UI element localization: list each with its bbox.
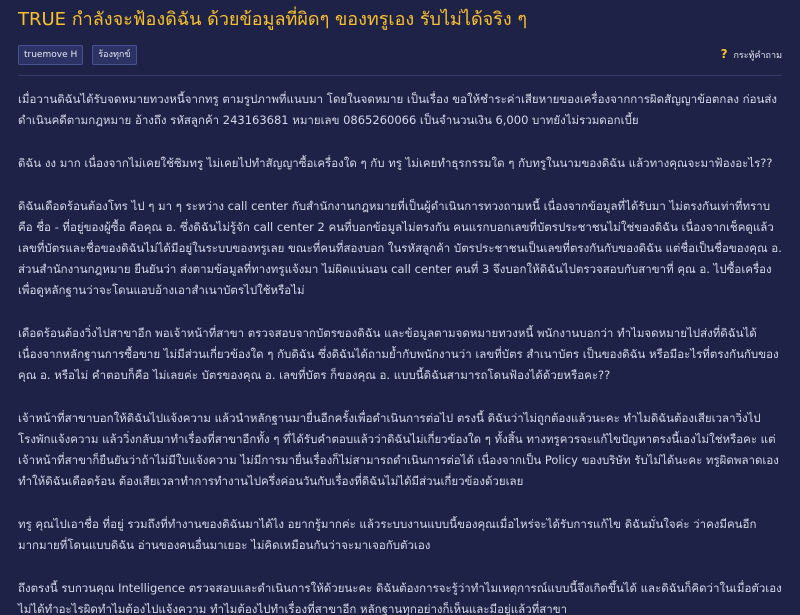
paragraph-7: ถึงตรงนี้ รบกวนคุณ Intelligence ตรวจสอบและดำเนินการให้ด้วยนะคะ ดิฉันต้องการจะรู้ว่าทำไมเหตุการณ์แบบนี้จึงเกิดขึ้นได้ และดิฉันก็คิดว่าในเมื่อตัวเองไม่ได้ทำอะไรผิดทำไมต้องไปแจ้งความ ทำไมต้องไปทำเรื่องที่สาขาอีก หลักฐานทุกอย่างก็เห็นและมีอยู่แล้วที่สาขา bbox=[18, 581, 782, 615]
question-thread-link[interactable] bbox=[721, 47, 782, 62]
paragraph-5: เจ้าหน้าที่สาขาบอกให้ดิฉันไปแจ้งความ แล้วนำหลักฐานมายื่นอีกครั้งเพื่อดำเนินการต่อไป ตรงนี้ ดิฉันว่าไม่ถูกต้องแล้วนะคะ ทำไมดิฉันต้องเสียเวลาวิ่งไป โรงพักแจ้งความ แล้ววิ่งกลับมาทำเรื่องที่สาขาอีกทั้ง ๆ ที่ได้รับคำตอบแล้วว่าดิฉันไม่เกี่ยวข้องใด ๆ ทั้งสิ้น ทางทรูควรจะแก้ไขปัญหาตรงนี้เองไม่ใช่หรือคะ แต่เจ้าหน้าที่สาขาก็ยืนยันว่าถ้าไม่มีใบแจ้งความ ไม่มีการมายื่นเรื่องก็ไม่สามารถดำเนินการต่อได้ เนื่องจากเป็น Policy ของบริษัท รับไม่ได้นะคะ ทรูผิดพลาดเองทำให้ดิฉันเดือดร้อน ต้องเสียเวลาทำการทำงานไปครึ่งค่อนวันกับเรื่องที่ดิฉันไม่ได้มีส่วนเกี่ยวข้องด้วยเลย bbox=[18, 411, 779, 488]
paragraph-4: เดือดร้อนต้องวิ่งไปสาขาอีก พอเจ้าหน้าที่สาขา ตรวจสอบจากบัตรของดิฉัน และข้อมูลตามจดหมายทวงหนี้ พนักงานบอกว่า ทำไมจดหมายไปส่งที่ดิฉันได้ เนื่องจากหลักฐานการซื้อขาย ไม่มีส่วนเกี่ยวข้องใด ๆ กับดิฉัน ซึ่งดิฉันได้ถามย้ำกับพนักงานว่า เลขที่บัตร สำเนาบัตร เป็นของดิฉัน หรือมีอะไรที่ตรงกันกับของคุณ อ. หรือไม่ คำตอบก็คือ ไม่เลยค่ะ บัตรของคุณ อ. เลขที่บัตร ก็ของคุณ อ. แบบนี้ดิฉันสามารถโดนฟ้องได้ด้วยหรือคะ?? bbox=[18, 326, 779, 382]
post-body bbox=[18, 76, 782, 615]
paragraph-1: เมื่อวานดิฉันได้รับจดหมายทวงหนี้จากทรู ตามรูปภาพที่แนบมา โดยในจดหมาย เป็นเรื่อง ขอให้ชำระค่าเสียหายของเครื่องจากการผิดสัญญาข้อตกลง ก่อนส่งดำเนินคดีตามกฎหมาย อ้างถึง รหัสลูกค้า 243163681 หมายเลข 0865260066 เป็นจำนวนเงิน 6,000 บาทยังไม่รวมดอกเบี้ย bbox=[18, 92, 778, 127]
tag-truemove-h[interactable]: truemove H bbox=[18, 45, 83, 65]
question-mark-icon: ? bbox=[720, 47, 728, 61]
paragraph-6: ทรู คุณไปเอาชื่อ ที่อยู่ รวมถึงที่ทำงานของดิฉันมาได้ไง อยากรู้มากค่ะ แล้วระบบงานแบบนี้ของคุณเมื่อไหร่จะได้รับการแก้ไข ดิฉันมั่นใจค่ะ ว่าคงมีคนอีกมากมายที่โดนแบบดิฉัน อ่านของคนอื่นมาเยอะ ไม่คิดเหมือนกันว่าจะมาเจอกับตัวเอง bbox=[18, 517, 757, 552]
question-thread-label: กระทู้คำถาม bbox=[733, 51, 782, 61]
post-title: TRUE กำลังจะฟ้องดิฉัน ด้วยข้อมูลที่ผิดๆ ของทรูเอง รับไม่ได้จริง ๆ bbox=[18, 9, 528, 30]
tag-row bbox=[18, 45, 782, 65]
paragraph-3: ดิฉันเดือดร้อนต้องโทร ไป ๆ มา ๆ ระหว่าง call center กับสำนักงานกฎหมายที่เป็นผู้ดำเนินการทวงถามหนี้ เนื่องจากข้อมูลที่ได้รับมา ไม่ตรงกันเท่าที่ทราบคือ ชื่อ - ที่อยู่ของผู้ซื้อ คือคุณ อ. ซึ่งดิฉันไม่รู้จัก call center 2 คนที่บอกข้อมูลไม่ตรงกัน คนแรกบอกเลขที่บัตรประชาชนไม่ใช่ของดิฉัน เนื่องจากเช็คดูแล้ว เลขที่บัตรและชื่อของดิฉันไม่ได้มีอยู่ในระบบของทรูเลย ขณะที่คนที่สองบอก ในรหัสลูกค้า บัตรประชาชนเป็นเลขที่ตรงกันกับของดิฉัน แต่ชื่อเป็นชื่อของคุณ อ. ส่วนสำนักงานกฎหมาย ยืนยันว่า ส่งตามข้อมูลที่ทางทรูแจ้งมา ไม่ผิดแน่นอน call center คนที่ 3 จึงบอกให้ดิฉันไปตรวจสอบกับสาขาที่ คุณ อ. ไปซื้อเครื่อง เพื่อดูหลักฐานว่าจะโดนแอบอ้างเอาสำเนาบัตรไปใช้หรือไม่ bbox=[18, 199, 782, 297]
tag-complaint[interactable]: ร้องทุกข์ bbox=[92, 45, 136, 65]
paragraph-2: ดิฉัน งง มาก เนื่องจากไม่เคยใช้ซิมทรู ไม่เคยไปทำสัญญาซื้อเครื่องใด ๆ กับ ทรู ไม่เคยทำธุรกรรมใด ๆ กับทรูในนามของดิฉัน แล้วทางคุณจะมาฟ้องอะไร?? bbox=[18, 156, 773, 170]
